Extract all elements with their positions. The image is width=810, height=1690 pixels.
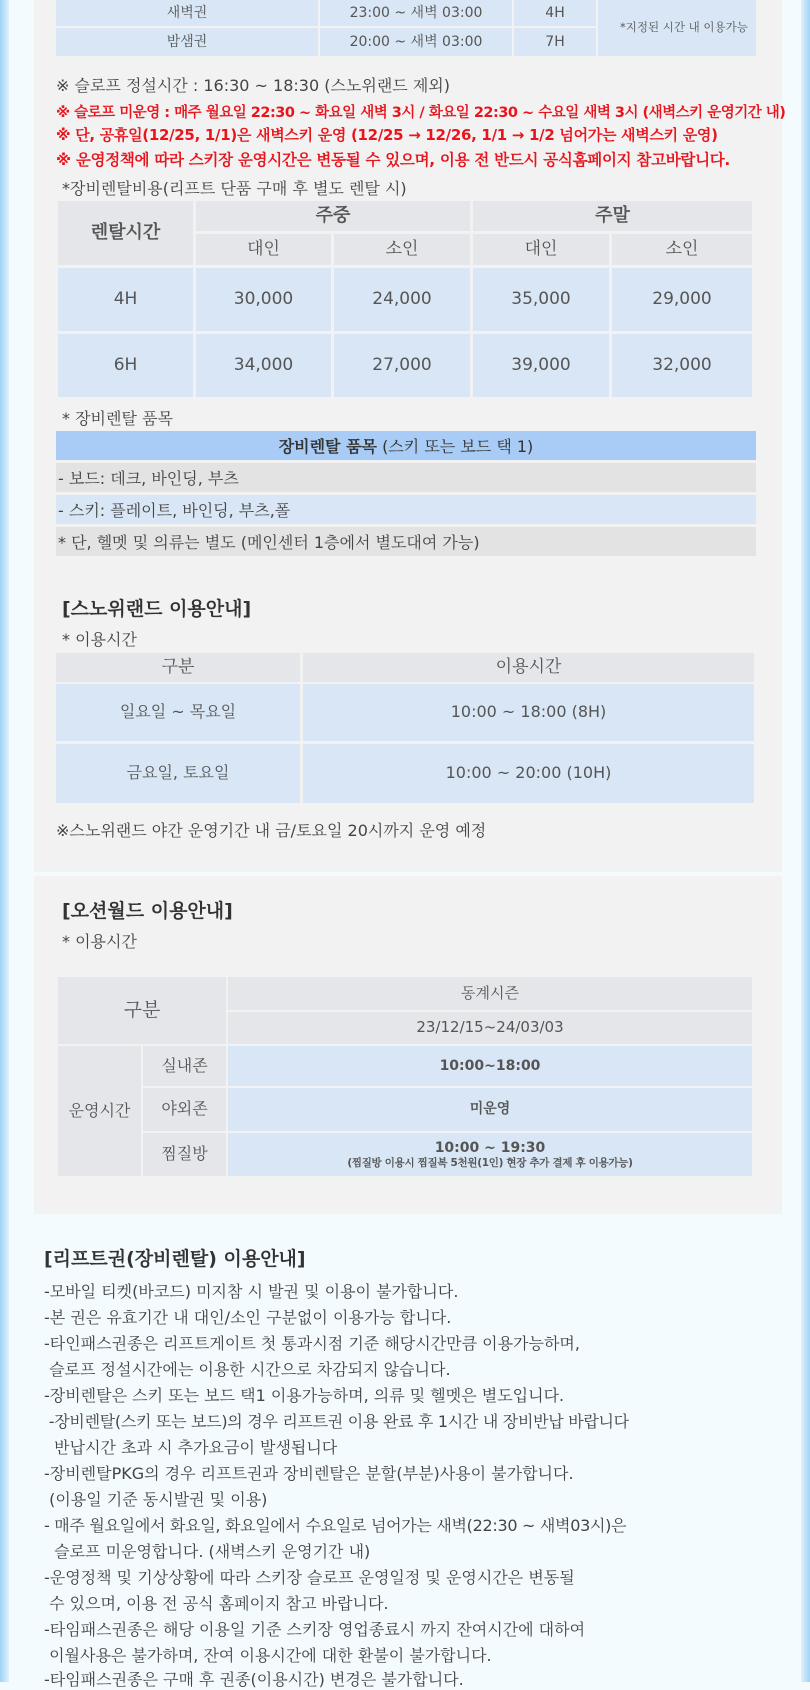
- lift-guide-line: 슬로프 정설시간에는 이용한 시간으로 차감되지 않습니다.: [44, 1360, 451, 1379]
- rental-items-header-bold: 장비렌탈 품목: [278, 437, 377, 456]
- weekday-header: 주중: [196, 201, 470, 231]
- sauna-note: (찜질방 이용시 찜질복 5천원(1인) 현장 추가 결제 후 이용가능): [347, 1156, 633, 1169]
- lift-guide-line: -타임패스권종은 해당 이용일 기준 스키장 영업종료시 까지 잔여시간에 대하여: [44, 1620, 586, 1639]
- adult-header: 대인: [196, 234, 331, 265]
- rental-item-text: - 스키: 플레이트, 바인딩, 부츠,폴: [58, 501, 291, 520]
- rental-items-header: [56, 431, 756, 460]
- zone-time-cell-sauna: [228, 1133, 752, 1176]
- zone-cell: 실내존: [143, 1046, 226, 1086]
- page-frame-right: [801, 0, 810, 1682]
- price-cell: 30,000: [196, 268, 331, 331]
- lift-guide-line-warning: 반납시간 초과 시 추가요금이 발생됩니다: [44, 1438, 338, 1457]
- lift-guide-line-warning: -타임패스권종은 구매 후 권종(이용시간) 변경은 불가합니다.: [44, 1670, 464, 1689]
- oceanworld-table: [58, 977, 752, 1176]
- day-cell: 일요일 ~ 목요일: [56, 684, 300, 741]
- rental-item-row: [56, 495, 756, 524]
- lift-guide-line-warning: 슬로프 미운영합니다. (새벽스키 운영기간 내): [44, 1542, 371, 1561]
- price-cell: 27,000: [334, 334, 470, 397]
- ticket-time-cell: 20:00 ~ 새벽 03:00: [320, 28, 512, 56]
- time-cell: 10:00 ~ 18:00 (8H): [303, 684, 754, 741]
- lift-guide-line: 이월사용은 불가하며, 잔여 이용시간에 대한 환불이 불가합니다.: [44, 1646, 492, 1665]
- rental-caption: *장비렌탈비용(리프트 단품 구매 후 별도 렌탈 시): [62, 179, 407, 198]
- holiday-notice: ※ 단, 공휴일(12/25, 1/1)은 새벽스키 운영 (12/25 → 12/26, 1/1 → 1/2 넘어가는 새벽스키 운영): [56, 126, 718, 144]
- policy-change-notice: ※ 운영정책에 따라 스키장 운영시간은 변동될 수 있으며, 이용 전 반드시 공식홈페이지 참고바랍니다.: [56, 151, 731, 169]
- lift-guide-title: [리프트권(장비렌탈) 이용안내]: [44, 1248, 306, 1270]
- lift-guide-line-warning: 수 있으며, 이용 전 공식 홈페이지 참고 바랍니다.: [44, 1594, 389, 1613]
- day-cell: 금요일, 토요일: [56, 744, 300, 803]
- weekend-header: 주말: [473, 201, 752, 231]
- lift-guide-line: -장비렌탈은 스키 또는 보드 택1 이용가능하며, 의류 및 헬멧은 별도입니다.: [44, 1386, 565, 1405]
- grooming-time-notice: ※ 슬로프 정설시간 : 16:30 ~ 18:30 (스노위랜드 제외): [56, 76, 450, 95]
- snowyland-caption: * 이용시간: [62, 630, 137, 649]
- zone-cell: 찜질방: [143, 1133, 226, 1176]
- lift-guide-line-warning: - 매주 월요일에서 화요일, 화요일에서 수요일로 넘어가는 새벽(22:30 ~ 새벽03시)은: [44, 1516, 627, 1535]
- lift-guide-line-warning: (이용일 기준 동시발권 및 이용): [44, 1490, 268, 1509]
- price-cell: 29,000: [612, 268, 752, 331]
- rental-time-cell: 4H: [58, 268, 193, 331]
- oceanworld-caption: * 이용시간: [62, 932, 137, 951]
- usage-time-header: 이용시간: [303, 653, 754, 682]
- operating-time-label: 운영시간: [58, 1046, 141, 1176]
- ticket-hours-cell: 4H: [514, 0, 596, 26]
- snowyland-note: ※스노위랜드 야간 운영기간 내 금/토요일 20시까지 운영 예정: [56, 821, 487, 840]
- rental-price-table: [58, 201, 752, 397]
- lift-guide-line: -타인패스권종은 리프트게이트 첫 통과시점 기준 해당시간만큼 이용가능하며,: [44, 1334, 580, 1353]
- ticket-time-cell: 23:00 ~ 새벽 03:00: [320, 0, 512, 26]
- lift-guide-line-warning: -장비렌탈PKG의 경우 리프트권과 장비렌탈은 분할(부분)사용이 불가합니다.: [44, 1464, 574, 1483]
- ticket-time-table: [56, 0, 756, 56]
- rental-items-header-rest: (스키 또는 보드 택 1): [377, 437, 534, 456]
- price-cell: 32,000: [612, 334, 752, 397]
- lift-guide-line: -모바일 티켓(바코드) 미지참 시 발권 및 이용이 불가합니다.: [44, 1282, 459, 1301]
- price-cell: 24,000: [334, 268, 470, 331]
- ticket-hours-cell: 7H: [514, 28, 596, 56]
- rental-time-header: 렌탈시간: [58, 201, 193, 265]
- page-frame-left: [0, 0, 9, 1682]
- price-cell: 39,000: [473, 334, 609, 397]
- adult-header: 대인: [473, 234, 609, 265]
- price-cell: 34,000: [196, 334, 331, 397]
- sauna-time: 10:00 ~ 19:30: [434, 1140, 546, 1157]
- rental-time-cell: 6H: [58, 334, 193, 397]
- snowyland-title: [스노위랜드 이용안내]: [62, 598, 252, 620]
- ticket-name-cell: 새벽권: [56, 0, 318, 26]
- snowyland-table: [56, 653, 754, 803]
- ticket-name-cell: 밤샘권: [56, 28, 318, 56]
- zone-time-cell: 미운영: [228, 1088, 752, 1131]
- rental-item-text: - 보드: 데크, 바인딩, 부츠: [58, 469, 239, 488]
- lift-guide-line-warning: -운영정책 및 기상상황에 따라 스키장 슬로프 운영일정 및 운영시간은 변동될: [44, 1568, 575, 1587]
- price-cell: 35,000: [473, 268, 609, 331]
- rental-item-row: [56, 527, 756, 556]
- oceanworld-title: [오션월드 이용안내]: [62, 900, 233, 922]
- rental-item-row: [56, 463, 756, 492]
- lift-guide-line-warning: -장비렌탈(스키 또는 보드)의 경우 리프트권 이용 완료 후 1시간 내 장비반납 바랍니다: [44, 1412, 629, 1431]
- zone-cell: 야외존: [143, 1088, 226, 1131]
- rental-items-caption: * 장비렌탈 품목: [62, 409, 173, 428]
- ticket-note-cell: *지정된 시간 내 이용가능: [598, 0, 756, 56]
- gubun-header: 구분: [58, 977, 226, 1044]
- rental-item-text: * 단, 헬멧 및 의류는 별도 (메인센터 1층에서 별도대여 가능): [58, 533, 480, 552]
- child-header: 소인: [612, 234, 752, 265]
- slope-closed-notice: ※ 슬로프 미운영 : 매주 월요일 22:30 ~ 화요일 새벽 3시 / 화요일 22:30 ~ 수요일 새벽 3시 (새벽스키 운영기간 내): [56, 105, 786, 121]
- lift-guide-line: -본 권은 유효기간 내 대인/소인 구분없이 이용가능 합니다.: [44, 1308, 452, 1327]
- season-period: 23/12/15~24/03/03: [228, 1012, 752, 1044]
- child-header: 소인: [334, 234, 470, 265]
- gubun-header: 구분: [56, 653, 300, 682]
- season-header: 동계시즌: [228, 977, 752, 1010]
- zone-time-cell: 10:00~18:00: [228, 1046, 752, 1086]
- time-cell: 10:00 ~ 20:00 (10H): [303, 744, 754, 803]
